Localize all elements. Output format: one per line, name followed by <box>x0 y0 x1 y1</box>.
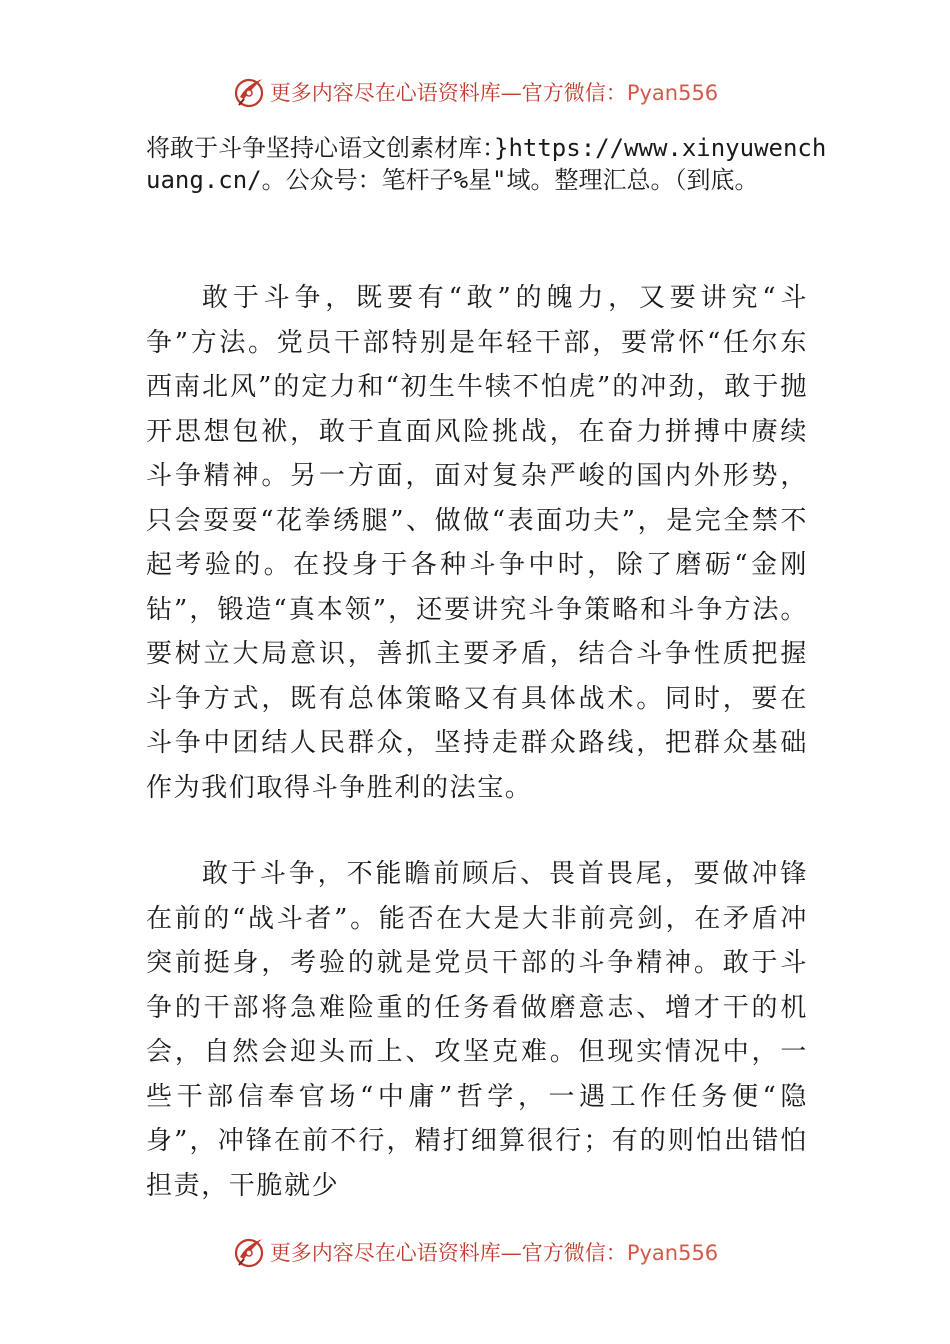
header-banner <box>0 72 950 112</box>
footer-wechat-handle: Pyan556 <box>626 1241 719 1265</box>
intro-text: 将敢于斗争坚持心语文创素材库：}https://www.xinyuwenchuang.cn/。公众号：笔杆子%星"域。整理汇总。（到底。 <box>146 134 827 194</box>
footer-banner <box>0 1232 950 1272</box>
quill-pen-logo-icon <box>232 1235 266 1269</box>
header-banner-text: 更多内容尽在心语资料库—官方微信：Pyan556 <box>269 81 719 105</box>
paragraph-1: 敢于斗争，既要有“敢”的魄力，又要讲究“斗争”方法。党员干部特别是年轻干部，要常怀“任尔东西南北风”的定力和“初生牛犊不怕虎”的冲劲，敢于抛开思想包袱，敢于直面风险挑战，在奋力拼搏中赓续斗争精神。另一方面，面对复杂严峻的国内外形势，只会耍耍“花拳绣腿”、做做“表面功夫”，是完全禁不起考验的。在投身于各种斗争中时，除了磨砺“金刚钻”，锻造“真本领”，还要讲究斗争策略和斗争方法。要树立大局意识，善抓主要矛盾，结合斗争性质把握斗争方式，既有总体策略又有具体战术。同时，要在斗争中团结人民群众，坚持走群众路线，把群众基础作为我们取得斗争胜利的法宝。 <box>146 283 809 803</box>
header-wechat-handle: Pyan556 <box>626 81 719 105</box>
paragraph-2: 敢于斗争，不能瞻前顾后、畏首畏尾，要做冲锋在前的“战斗者”。能否在大是大非前亮剑，在矛盾冲突前挺身，考验的就是党员干部的斗争精神。敢于斗争的干部将急难险重的任务看做磨意志、增才干的机会，自然会迎头而上、攻坚克难。但现实情况中，一些干部信奉官场“中庸”哲学，一遇工作任务便“隐身”，冲锋在前不行，精打细算很行；有的则怕出错怕担责，干脆就少 <box>146 859 808 1201</box>
footer-banner-text: 更多内容尽在心语资料库—官方微信：Pyan556 <box>269 1241 719 1265</box>
quill-pen-logo-icon <box>232 75 266 109</box>
